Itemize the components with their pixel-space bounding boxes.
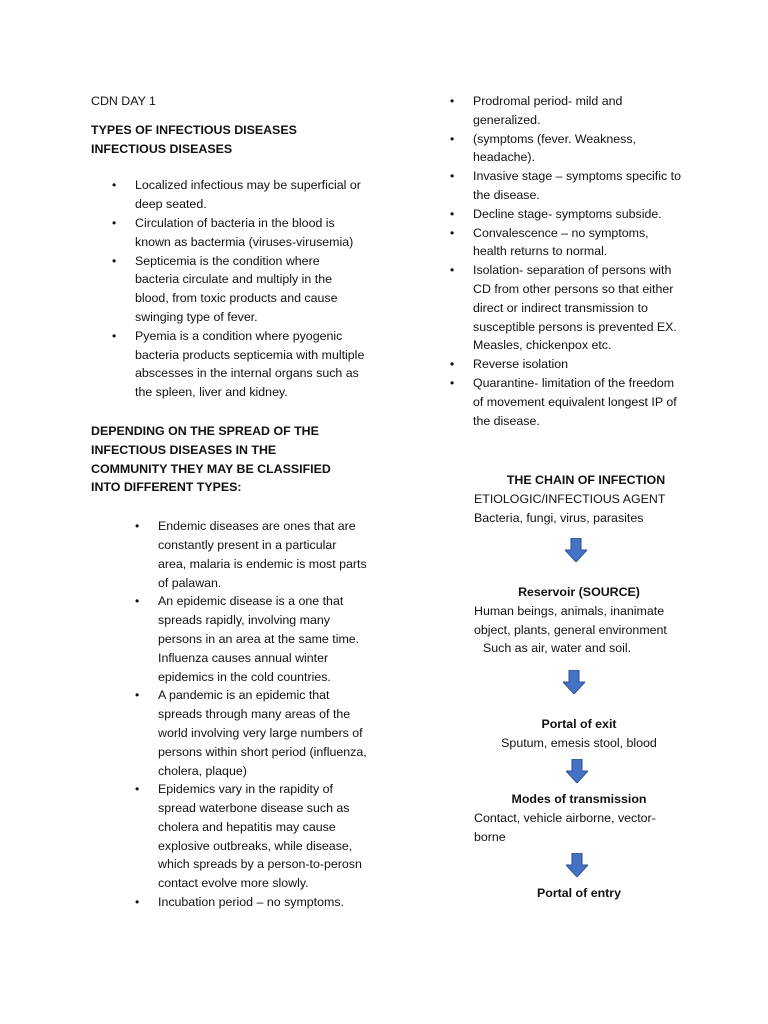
list-item-text: Decline stage- symptoms subside. <box>473 206 662 221</box>
bullet-icon: • <box>450 225 455 240</box>
list-item-text: (symptoms (fever. Weakness, headache). <box>473 131 636 165</box>
exit-label: Portal of exit <box>541 717 617 731</box>
reservoir-label: Reservoir (SOURCE) <box>518 585 640 599</box>
exit-block <box>474 715 684 753</box>
list-item-text: Invasive stage – symptoms specific to the disease. <box>473 169 681 202</box>
list-item-text: Reverse isolation <box>473 357 569 372</box>
entry-label: Portal of entry <box>537 886 621 900</box>
left-column <box>91 92 371 912</box>
arrow-shape <box>563 670 585 694</box>
list-item-text: Epidemics vary in the rapidity of spread waterbone disease such as cholera and hepatitis may cause explosive outbreaks, while disease, which spreads by a person-to-perosn contact evolve more slowly. <box>158 782 362 891</box>
bullet-icon: • <box>135 519 140 534</box>
down-arrow-icon <box>566 853 588 877</box>
list-item <box>112 327 365 402</box>
spread-bullet-list <box>91 517 368 912</box>
bullet-icon: • <box>112 178 117 193</box>
stages-bullet-list <box>450 92 683 430</box>
section-heading-types: TYPES OF INFECTIOUS DISEASES INFECTIOUS DISEASES <box>91 122 297 156</box>
list-item <box>450 205 683 224</box>
list-item <box>135 517 368 592</box>
document-title: CDN DAY 1 <box>91 94 156 108</box>
section-heading-spread: DEPENDING ON THE SPREAD OF THE INFECTIOUS DISEASES IN THE COMMUNITY THEY MAY BE CLASSIFIED INTO DIFFERENT TYPES: <box>91 423 331 495</box>
bullet-icon: • <box>450 131 455 146</box>
types-bullet-list <box>91 176 365 402</box>
list-item-text: Localized infectious may be superficial or deep seated. <box>135 178 361 212</box>
list-item <box>112 214 365 252</box>
modes-text: Contact, vehicle airborne, vector-borne <box>474 810 656 844</box>
reservoir-text-2: Such as air, water and soil. <box>483 641 632 656</box>
list-item <box>450 167 683 205</box>
list-item <box>112 176 365 214</box>
list-item <box>450 92 683 130</box>
list-item <box>450 224 683 262</box>
list-item <box>450 261 683 355</box>
bullet-icon: • <box>450 206 455 221</box>
list-item-text: Isolation- separation of persons with CD from other persons so that either direct or indirect transmission to susceptible persons is prevented EX. Measles, chickenpox etc. <box>473 263 677 353</box>
arrow-shape <box>565 538 587 562</box>
list-item-text: Endemic diseases are ones that are constantly present in a particular area, malaria is endemic is most parts of palawan. <box>158 519 367 590</box>
down-arrow-icon <box>566 759 588 783</box>
agent-block <box>474 490 694 528</box>
bullet-icon: • <box>450 357 455 372</box>
list-item <box>135 592 368 686</box>
arrow-shape <box>566 853 588 877</box>
list-item <box>450 374 683 430</box>
list-item <box>135 686 368 780</box>
bullet-icon: • <box>450 169 455 184</box>
list-item-text: Prodromal period- mild and generalized. <box>473 94 623 127</box>
list-item-text: Septicemia is the condition where bacteria circulate and multiply in the blood, from toxic products and cause swinging type of fever. <box>135 253 338 324</box>
list-item <box>450 355 683 374</box>
modes-block <box>474 790 684 846</box>
bullet-icon: • <box>135 688 140 703</box>
bullet-icon: • <box>450 263 455 278</box>
list-item <box>135 893 368 912</box>
list-item-text: Incubation period – no symptoms. <box>158 895 344 910</box>
chain-title: THE CHAIN OF INFECTION <box>506 473 666 487</box>
list-item-text: A pandemic is an epidemic that spreads through many areas of the world involving very large numbers of persons within short period (influenza, cholera, plaque) <box>158 688 367 778</box>
list-item-text: An epidemic disease is a one that spreads rapidly, involving many persons in an area at the same time. Influenza causes annual winter epidemics in the cold countries. <box>158 594 360 684</box>
bullet-icon: • <box>450 375 455 390</box>
bullet-icon: • <box>112 215 117 230</box>
chain-of-infection <box>468 471 688 490</box>
list-item-text: Quarantine- limitation of the freedom of movement equivalent longest IP of the disease. <box>473 375 677 428</box>
bullet-icon: • <box>450 94 455 108</box>
bullet-icon: • <box>135 782 140 797</box>
exit-text: Sputum, emesis stool, blood <box>501 735 657 750</box>
bullet-icon: • <box>135 895 140 910</box>
right-column <box>450 92 690 430</box>
agent-label: ETIOLOGIC/INFECTIOUS AGENT <box>474 492 666 506</box>
list-item <box>450 130 683 168</box>
reservoir-text: Human beings, animals, inanimate object, plants, general environment <box>474 603 667 637</box>
bullet-icon: • <box>112 253 117 268</box>
list-item <box>135 780 368 893</box>
agent-text: Bacteria, fungi, virus, parasites <box>474 510 644 525</box>
arrow-shape <box>566 759 588 783</box>
list-item-text: Pyemia is a condition where pyogenic bacteria products septicemia with multiple abscesses in the internal organs such as the spleen, liver and kidney. <box>135 328 365 400</box>
down-arrow-icon <box>563 670 585 694</box>
down-arrow-icon <box>565 538 587 562</box>
reservoir-block <box>474 583 684 658</box>
bullet-icon: • <box>135 594 140 609</box>
bullet-icon: • <box>112 328 117 343</box>
list-item <box>112 252 365 327</box>
list-item-text: Convalescence – no symptoms, health returns to normal. <box>473 225 649 259</box>
modes-label: Modes of transmission <box>511 792 647 806</box>
entry-block <box>474 884 684 903</box>
list-item-text: Circulation of bacteria in the blood is known as bactermia (viruses-virusemia) <box>135 215 354 249</box>
